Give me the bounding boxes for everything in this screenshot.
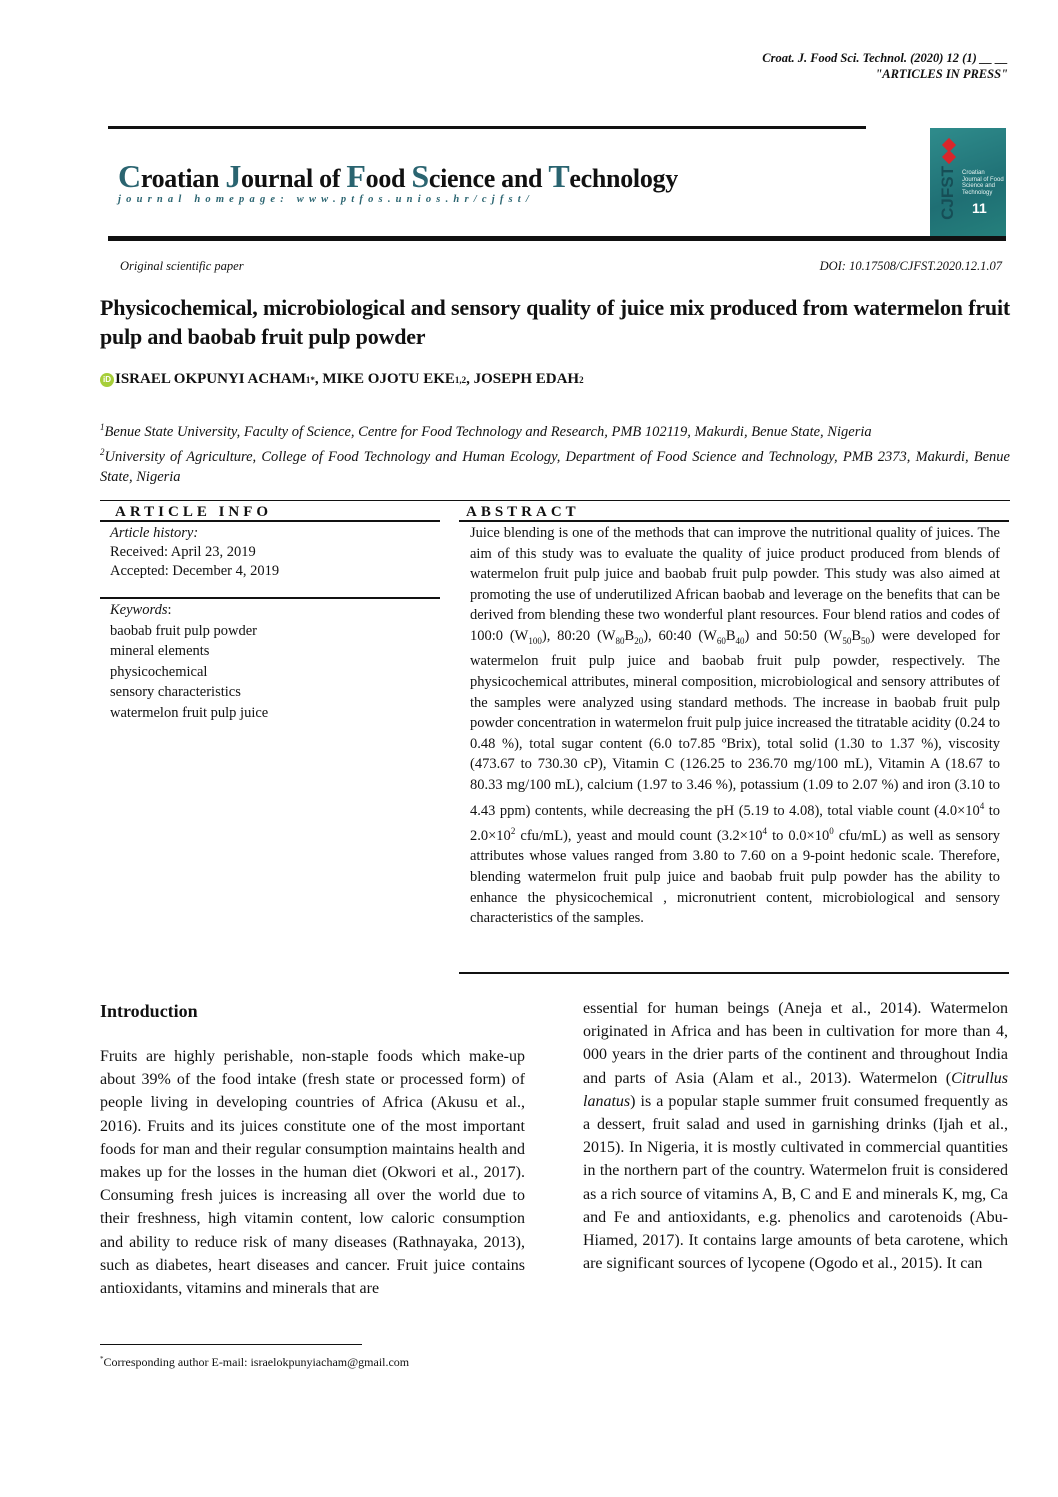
footnote: *Corresponding author E-mail: israelokpunyiacham@gmail.com <box>100 1355 410 1369</box>
body-text-column-right: essential for human beings (Aneja et al., 2014). Watermelon originated in Africa and has been in cultivation for more than 4, 000 years in the drier parts of the continent and throughout India and parts of Asia (Alam et al., 2013). Watermelon (Citrullus lanatus) is a popular staple summer fruit consumed frequently as a dessert, fruit salad and used in garnishing drinks (Ijah et al., 2015). In Nigeria, it is mostly cultivated in commercial quantities in the northern part of the country. Watermelon fruit is considered as a rich source of vitamins A, B, C and E and minerals K, mg, Ca and Fe and antioxidants, e.g. phenolics and carotenoids (Abu-Hiamed, 2017). It contains large amounts of beta carotene, which are significant sources of lycopene (Ogodo et al., 2015). It can <box>583 1000 1008 1273</box>
header-rule-bottom <box>108 236 1006 241</box>
journal-cover-image <box>930 128 1006 236</box>
divider <box>459 972 1009 974</box>
divider <box>100 597 440 599</box>
author-name: ISRAEL OKPUNYI ACHAM <box>115 371 306 387</box>
journal-homepage-link[interactable]: journal homepage: www.ptfos.unios.hr/cjfst/ <box>118 194 535 205</box>
info-top-rule <box>100 500 1010 501</box>
keyword: mineral elements <box>110 643 210 659</box>
corresponding-email[interactable]: Corresponding author E-mail: israelokpunyiacham@gmail.com <box>103 1355 410 1369</box>
keyword: physicochemical <box>110 663 208 680</box>
cover-issue: 11 <box>972 200 987 216</box>
keyword: sensory characteristics <box>110 684 241 700</box>
keyword: baobab fruit pulp powder <box>110 622 257 639</box>
accepted-date: Accepted: December 4, 2019 <box>110 563 280 579</box>
orcid-icon[interactable]: iD <box>100 373 114 387</box>
divider <box>459 520 1009 522</box>
affiliation: $^1$Benue State University, Faculty of Science, Centre for Food Technology and Research, PMB 102119, Makurdi, Benue State, Nigeria <box>100 422 872 440</box>
article-history: Article history: Received: April 23, 2019 Accepted: December 4, 2019 <box>110 525 280 579</box>
doi-link[interactable]: DOI: 10.17508/CJFST.2020.12.1.07 <box>819 259 1002 273</box>
divider <box>100 520 440 522</box>
affiliation: $^2$University of Agriculture, College of Food Technology and Human Ecology, Department of Food Science and Technology, PMB 2373, Makurdi, Benue State, Nigeria <box>100 446 1010 485</box>
footnote-rule <box>100 1344 362 1345</box>
abstract-heading: ABSTRACT <box>466 504 580 520</box>
body-text-column-left: Fruits are highly perishable, non-staple foods which make-up about 39% of the food intake (fresh state or processed form) of people living in developing countries of Africa (Akusu et al., 2016). Fruits and its juices constitute one of the most important foods for man and their regular consumption maintains health and makes up for the losses in the human diet (Okwori et al., 2017). Consuming fresh juices is increasing all over the world due to their freshness, high vitamin content, low caloric consumption and ability to reduce risk of many diseases (Rathnayaka, 2013), such as diabetes, heart diseases and cancer. Fruit juice contains antioxidants, vitamins and minerals that are <box>100 1048 525 1298</box>
abstract-text: Juice blending is one of the methods that can improve the nutritional quality of juices. The aim of this study was to evaluate the quality of juice product produced from blends of watermelon fruit pulp juice and baobab fruit pulp powder. This study was also aimed at promoting the use of underutilized African baobab and leverage on the benefits that can be derived from blending these two wonderful plant resources. Four blend ratios and codes of 100:0 $(W_{100})$, 80:20 $(W_{80}B_{20})$, 60:40 $(W_{60}B_{40})$ and 50:50 $(W_{50}B_{50})$ were developed for watermelon fruit pulp juice and baobab fruit pulp powder, respectively. The physicochemical attributes, mineral composition, microbiological and sensory attributes of the samples were analyzed using standard methods. The increase in baobab fruit pulp powder concentration in watermelon fruit pulp juice increased the titratable acidity (0.24 to 0.48 %), total sugar content (6.0 to7.85 ºBrix), total solid (1.30 to 1.37 %), viscosity (473.67 to 730.30 cP), Vitamin C (126.25 to 236.70 mg/100 mL), Vitamin A (18.67 to 80.33 mg/100 mL), calcium (1.97 to 3.46 %), potassium (1.09 to 2.07 %) and iron (3.10 to 4.43 ppm) contents, while decreasing the pH (5.19 to 4.08), total viable count ($4.0\times 10^4$ to $2.0\times 10^2$ cfu/mL), yeast and mould count ($3.2\times 10^4$ to $0.0\times 10^0$ cfu/mL) as well as sensory attributes whose values ranged from 3.80 to 7.60 on a 9-point hedonic scale. Therefore, blending watermelon fruit pulp juice and baobab fruit pulp powder has the ability to enhance the physicochemical , micronutrient content, microbiological and sensory characteristics of the samples. <box>470 525 1000 927</box>
author-name: JOSEPH EDAH <box>473 371 580 387</box>
article-info-heading: ARTICLE INFO <box>115 504 273 520</box>
journal-citation <box>762 50 1008 82</box>
received-date: Received: April 23, 2019 <box>110 544 256 560</box>
affiliations <box>100 417 1010 487</box>
keyword: watermelon fruit pulp juice <box>110 704 269 721</box>
cover-diamond-icon <box>942 150 956 164</box>
journal-title: Croatian Journal of Food Science and Technology <box>118 158 678 194</box>
citation-line: Croat. J. Food Sci. Technol. (2020) 12 (1) __ __ <box>762 51 1008 65</box>
author-list: iD ISRAEL OKPUNYI ACHAM 1* , MIKE OJOTU EKE 1,2 , JOSEPH EDAH 2 <box>100 371 584 388</box>
author-name: MIKE OJOTU EKE <box>322 371 455 387</box>
press-status: "ARTICLES IN PRESS" <box>875 67 1008 81</box>
article-title: Physicochemical, microbiological and sensory quality of juice mix produced from watermelon fruit pulp and baobab fruit pulp powder <box>100 295 1010 349</box>
paper-type: Original scientific paper <box>120 259 244 273</box>
header-rule-top <box>108 126 866 129</box>
cover-logo: CJFST <box>938 166 957 220</box>
cover-title: Croatian Journal of Food Science and Technology <box>962 170 1004 196</box>
keywords: Keywords: baobab fruit pulp powder mineral elements physicochemical sensory characteristics watermelon fruit pulp juice <box>110 600 268 723</box>
section-heading-introduction: Introduction <box>100 1001 198 1021</box>
